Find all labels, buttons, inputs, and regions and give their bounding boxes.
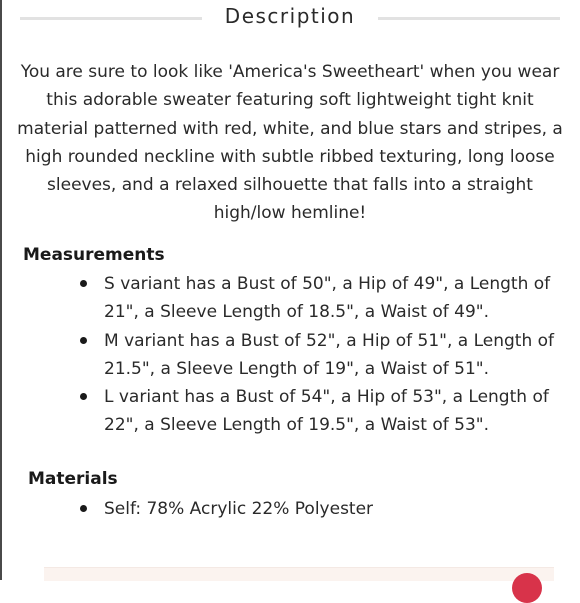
bullet-icon [80, 393, 87, 400]
material-text: Self: 78% Acrylic 22% Polyester [104, 499, 374, 519]
measurement-item-l [80, 383, 564, 440]
description-section-header [20, 0, 560, 36]
bottom-bar[interactable] [44, 567, 554, 581]
bullet-icon [80, 280, 87, 287]
bullet-icon [80, 337, 87, 344]
measurement-text: L variant has a Bust of 54", a Hip of 53", a Length of 22", a Sleeve Length of 19.5", a Waist of 53". [104, 387, 549, 436]
product-description: You are sure to look like 'America's Sweetheart' when you wear this adorable sweater featuring soft lightweight tight knit material patterned with red, white, and blue stars and stripes, a high rounded neckline with subtle ribbed texturing, long loose sleeves, and a relaxed silhouette that falls into a straight high/low hemline! [17, 62, 563, 224]
measurements-heading: Measurements [23, 245, 165, 265]
header-rule-right [378, 17, 560, 20]
floating-action-button[interactable] [512, 573, 542, 603]
materials-list [80, 495, 564, 523]
measurement-item-m [80, 327, 564, 384]
material-item [80, 495, 564, 523]
left-border [0, 0, 2, 580]
materials-heading: Materials [28, 469, 118, 489]
section-title: Description [224, 4, 356, 28]
measurement-text: M variant has a Bust of 52", a Hip of 51", a Length of 21.5", a Sleeve Length of 19", a Waist of 51". [104, 330, 555, 379]
measurements-list [80, 270, 564, 440]
bullet-icon [80, 505, 87, 512]
measurement-text: S variant has a Bust of 50", a Hip of 49", a Length of 21", a Sleeve Length of 18.5", a Waist of 49". [104, 274, 551, 323]
measurement-item-s [80, 270, 564, 327]
